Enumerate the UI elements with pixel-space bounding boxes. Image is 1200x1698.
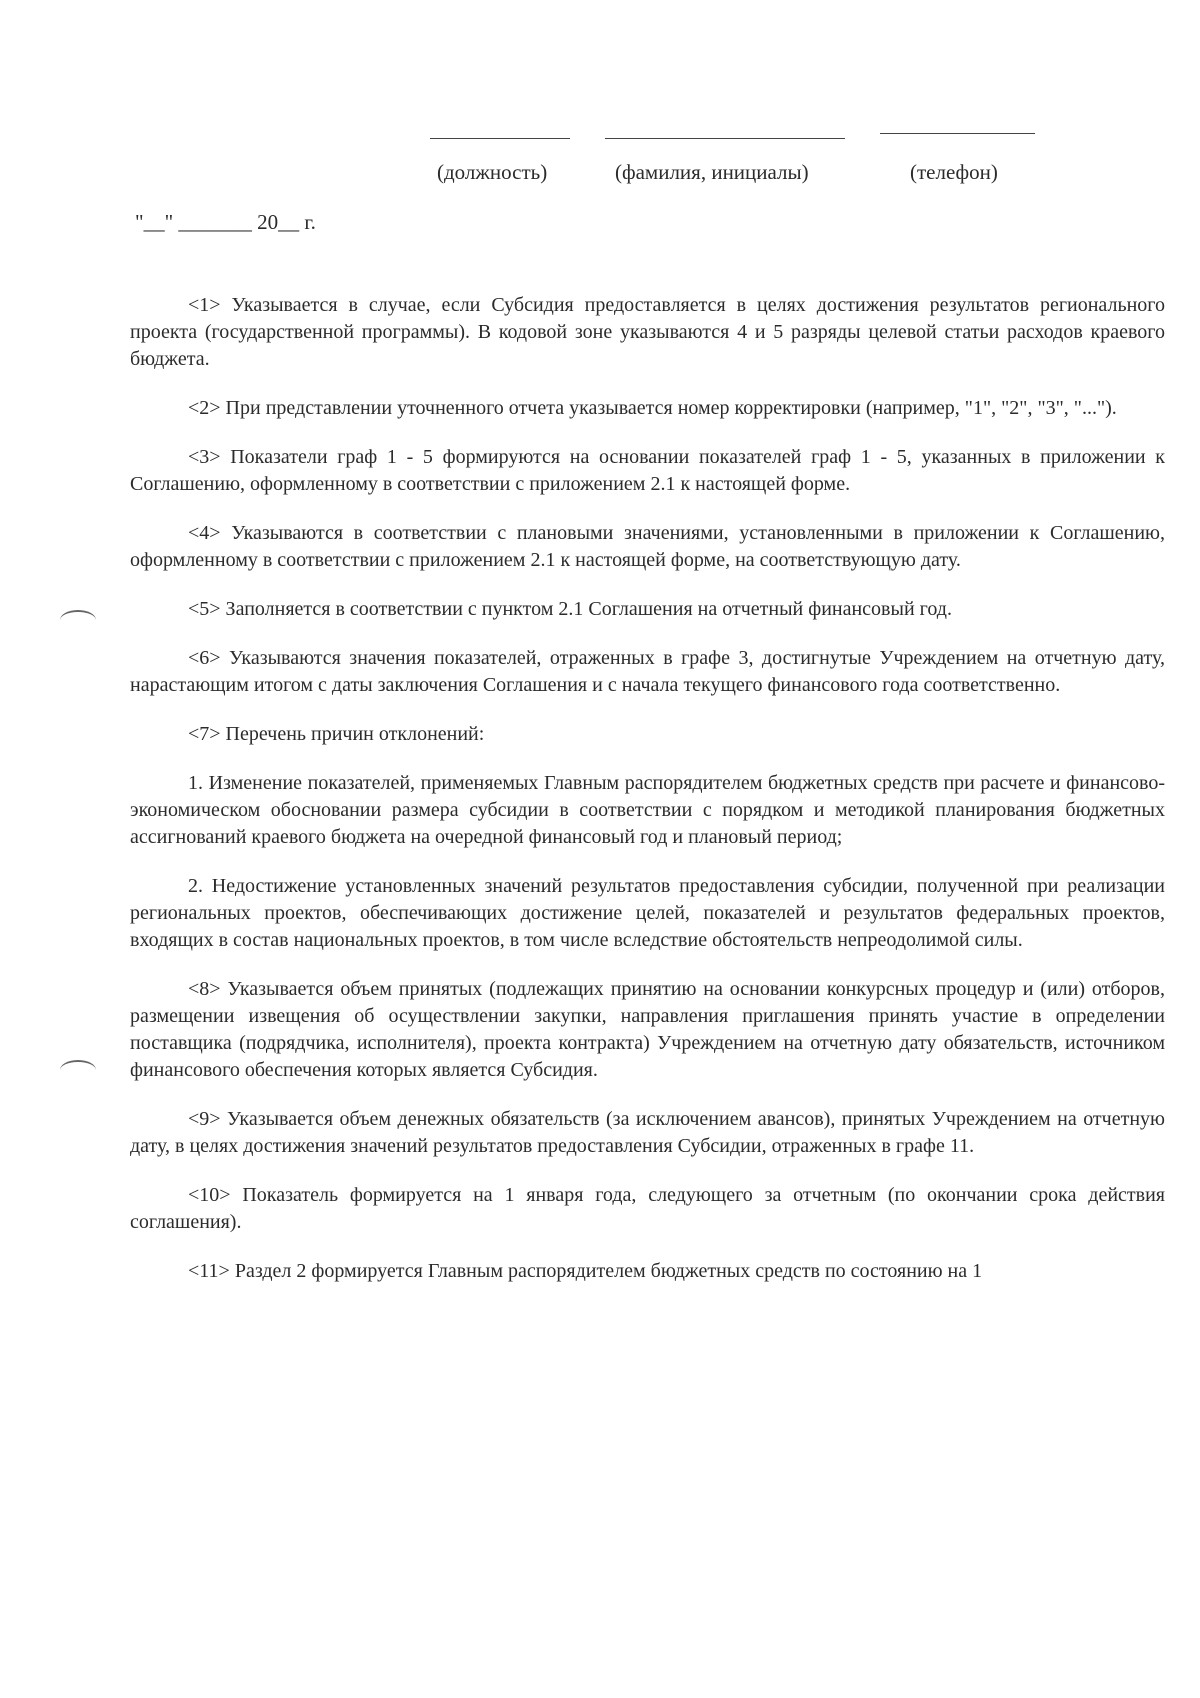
footnote-10: <10> Показатель формируется на 1 января года, следующего за отчетным (по окончании срока действия соглашения). [130, 1184, 1165, 1233]
footnote-11: <11> Раздел 2 формируется Главным распорядителем бюджетных средств по состоянию на 1 [188, 1260, 983, 1282]
footnotes [130, 292, 1165, 1307]
phone-caption: (телефон) [910, 160, 998, 184]
footnote-1: <1> Указывается в случае, если Субсидия предоставляется в целях достижения результатов регионального проекта (государственной программы). В кодовой зоне указываются 4 и 5 разряды целевой статьи расходов краевого бюджета. [130, 294, 1165, 370]
footnote-7: <7> Перечень причин отклонений: [188, 723, 485, 745]
footnote-2: <2> При представлении уточненного отчета указывается номер корректировки (например, "1", "2", "3", "..."). [188, 397, 1117, 419]
footnote-3: <3> Показатели граф 1 - 5 формируются на основании показателей граф 1 - 5, указанных в приложении к Соглашению, оформленному в соответствии с приложением 2.1 к настоящей форме. [130, 446, 1165, 495]
deviation-reason-2: 2. Недостижение установленных значений результатов предоставления субсидии, полученной при реализации региональных проектов, обеспечивающих достижение целей, показателей и результатов федеральных проектов, входящих в состав национальных проектов, в том числе вследствие обстоятельств непреодолимой силы. [130, 875, 1165, 951]
punch-hole-mark [60, 1060, 96, 1080]
name-line [605, 138, 845, 139]
date-line: "__" _______ 20__ г. [135, 210, 316, 234]
footnote-4: <4> Указываются в соответствии с плановыми значениями, установленными в приложении к Соглашению, оформленному в соответствии с приложением 2.1 к настоящей форме, на соответствующую дату. [130, 522, 1165, 571]
footnote-5: <5> Заполняется в соответствии с пунктом 2.1 Соглашения на отчетный финансовый год. [188, 598, 952, 620]
name-caption: (фамилия, инициалы) [615, 160, 809, 184]
phone-line [880, 133, 1035, 134]
position-caption: (должность) [437, 160, 548, 184]
footnote-9: <9> Указывается объем денежных обязательств (за исключением авансов), принятых Учреждением на отчетную дату, в целях достижения значений результатов предоставления Субсидии, отраженных в графе 11. [130, 1108, 1165, 1157]
footnote-6: <6> Указываются значения показателей, отраженных в графе 3, достигнутые Учреждением на отчетную дату, нарастающим итогом с даты заключения Соглашения и с начала текущего финансового года соответственно. [130, 647, 1165, 696]
punch-hole-mark [60, 610, 96, 630]
position-line [430, 138, 570, 139]
deviation-reason-1: 1. Изменение показателей, применяемых Главным распорядителем бюджетных средств при расчете и финансово-экономическом обосновании размера субсидии в соответствии с порядком и методикой планирования бюджетных ассигнований краевого бюджета на очередной финансовый год и плановый период; [130, 772, 1165, 848]
footnote-8: <8> Указывается объем принятых (подлежащих принятию на основании конкурсных процедур и (или) отборов, размещении извещения об осуществлении закупки, направления приглашения принять участие в определении поставщика (подрядчика, исполнителя), проекта контракта) Учреждением на отчетную дату обязательств, источником финансового обеспечения которых является Субсидия. [130, 978, 1165, 1081]
